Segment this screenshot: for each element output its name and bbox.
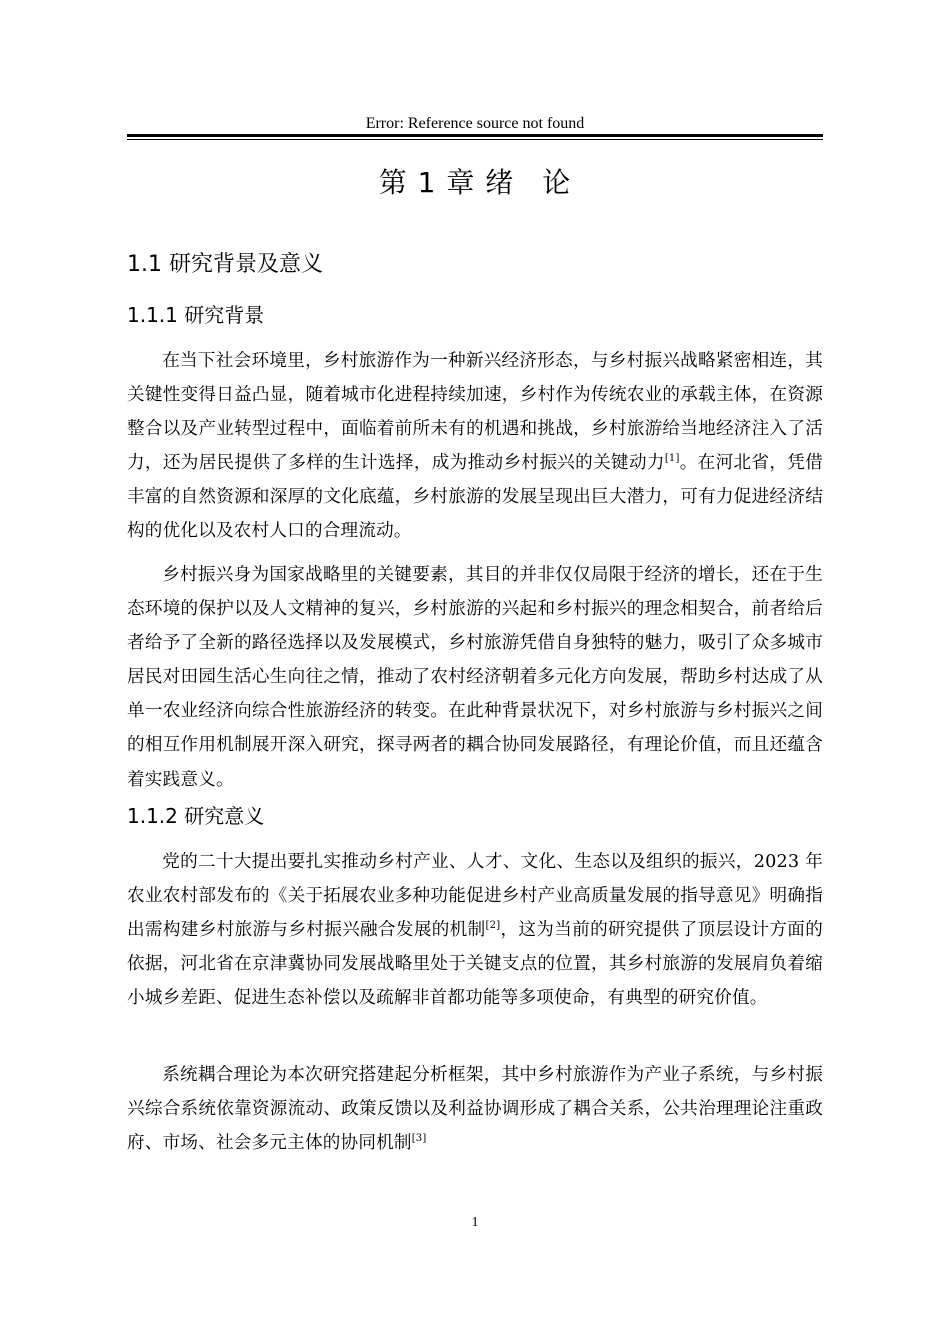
paragraph-1-text: 在当下社会环境里，乡村旅游作为一种新兴经济形态，与乡村振兴战略紧密相连，其关键性变得日益凸显，随着城市化进程持续加速，乡村作为传统农业的承载主体，在资源整合以及产业转型过程中，面临着前所未有的机遇和挑战，乡村旅游给当地经济注入了活力，还为居民提供了多样的生计选择，成为推动乡村振兴的关键动力 <box>127 351 823 474</box>
running-header: Error: Reference source not found <box>365 115 585 132</box>
paragraph-2 <box>127 558 823 797</box>
section-heading-1-1-2: 1.1.2 研究意义 <box>127 804 265 828</box>
paragraph-4-text: 系统耦合理论为本次研究搭建起分析框架，其中乡村旅游作为产业子系统，与乡村振兴综合系统依靠资源流动、政策反馈以及利益协调形成了耦合关系，公共治理理论注重政府、市场、社会多元主体的协同机制 <box>127 1065 823 1154</box>
paragraph-3-text: 党的二十大提出要扎实推动乡村产业、人才、文化、生态以及组织的振兴，2023 年农业农村部发布的《关于拓展农业多种功能促进乡村产业高质量发展的指导意见》明确指出需构建乡村旅游与乡村振兴融合发展的机制 <box>127 852 823 941</box>
citation-3: [3] <box>411 1133 427 1145</box>
citation-2: [2] <box>485 920 501 932</box>
paragraph-4 <box>127 1058 823 1160</box>
chapter-title <box>127 163 823 203</box>
section-heading-1-1: 1.1 研究背景及意义 <box>127 252 323 277</box>
paragraph-2-text: 乡村振兴身为国家战略里的关键要素，其目的并非仅仅局限于经济的增长，还在于生态环境的保护以及人文精神的复兴，乡村旅游的兴起和乡村振兴的理念相契合，前者给后者给予了全新的路径选择以及发展模式，乡村旅游凭借自身独特的魅力，吸引了众多城市居民对田园生活心生向往之情，推动了农村经济朝着多元化方向发展，帮助乡村达成了从单一农业经济向综合性旅游经济的转变。在此种背景状况下，对乡村旅游与乡村振兴之间的相互作用机制展开深入研究，探寻两者的耦合协同发展路径，有理论价值，而且还蕴含着实践意义。 <box>127 565 823 790</box>
chapter-title-last: 论 <box>542 166 572 199</box>
paragraph-3 <box>127 845 823 1015</box>
section-heading-1-1-1: 1.1.1 研究背景 <box>127 303 265 327</box>
paragraph-1 <box>127 344 823 549</box>
citation-1: [1] <box>664 453 680 465</box>
paragraph-1-tail: 。在河北省，凭借丰富的自然资源和深厚的文化底蕴，乡村旅游的发展呈现出巨大潜力，可有力促进经济结构的优化以及农村人口的合理流动。 <box>127 453 823 542</box>
header-rule-thick <box>127 134 823 137</box>
chapter-title-main: 第 1 章 绪 <box>378 166 515 199</box>
header-rule-thin <box>127 139 823 140</box>
paragraph-3-tail: ，这为当前的研究提供了顶层设计方面的依据，河北省在京津冀协同发展战略里处于关键支点的位置，其乡村旅游的发展肩负着缩小城乡差距、促进生态补偿以及疏解非首都功能等多项使命，有典型的研究价值。 <box>127 920 823 1009</box>
page-number: 1 <box>471 1215 479 1230</box>
